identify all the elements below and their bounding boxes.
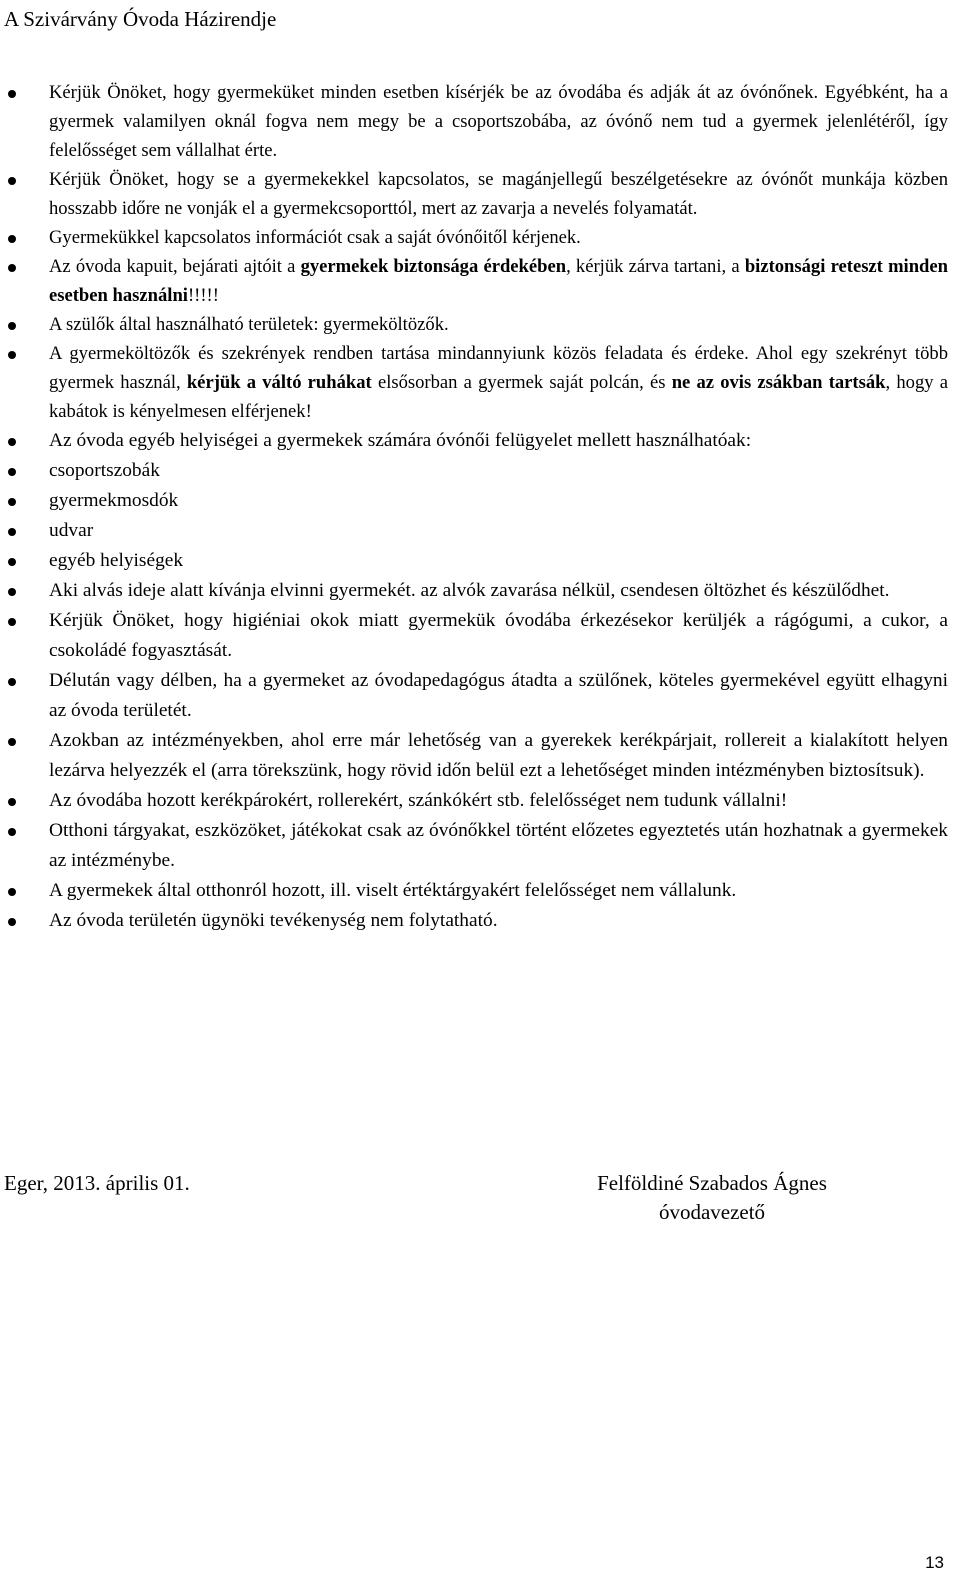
rule-text: Az óvodába hozott kerékpárokért, rollerekért, szánkókért stb. felelősséget nem tudunk vállalni! (49, 790, 788, 811)
rule-text: Azokban az intézményekben, ahol erre már lehetőség van a gyerekek kerékpárjait, rollereit a kialakított helyen lezárva helyezzék el (arra törekszünk, hogy rövid időn belül ezt a lehetőséget minden intézményben biztosítsuk). (49, 730, 948, 781)
bullet-icon (8, 90, 16, 98)
rule-text: A szülők által használható területek: gyermeköltözők. (49, 314, 449, 335)
bullet-icon (8, 798, 16, 806)
rule-text: , kérjük zárva tartani, a (566, 256, 745, 277)
rule-item (0, 816, 960, 876)
bullet-icon (8, 918, 16, 926)
rule-item (0, 78, 960, 165)
bullet-icon (8, 528, 16, 536)
bullet-icon (8, 588, 16, 596)
rule-text-bold: biztonsági reteszt minden esetben használni (49, 256, 948, 306)
rule-item (0, 546, 960, 576)
bullet-icon (8, 235, 16, 243)
rule-item (0, 310, 960, 339)
rule-item (0, 339, 960, 426)
rule-text: Az óvoda kapuit, bejárati ajtóit a (49, 256, 301, 277)
rule-text: udvar (49, 520, 94, 541)
bullet-icon (8, 264, 16, 272)
rule-text: elsősorban a gyermek saját polcán, és (371, 372, 672, 393)
bullet-icon (8, 468, 16, 476)
rule-text: Aki alvás ideje alatt kívánja elvinni gyermekét. az alvók zavarása nélkül, csendesen öltözhet és készülődhet. (49, 580, 890, 601)
rule-text: A gyermeköltözők és szekrények rendben tartása mindannyiunk közös feladata és érdeke. Ahol egy szekrényt több gyermek használ, (49, 343, 948, 393)
bullet-icon (8, 322, 16, 330)
rule-text-bold: ne az ovis zsákban tartsák (671, 372, 886, 393)
rule-text: , hogy a kabátok is kényelmesen elférjenek! (49, 372, 948, 422)
rule-item (0, 786, 960, 816)
rule-item (0, 726, 960, 786)
bullet-icon (8, 558, 16, 566)
bullet-icon (8, 351, 16, 359)
bullet-icon (8, 498, 16, 506)
rule-text: Kérjük Önöket, hogy higiéniai okok miatt gyermekük óvodába érkezésekor kerüljék a rágógumi, a cukor, a csokoládé fogyasztását. (49, 610, 948, 661)
rule-text: Otthoni tárgyakat, eszközöket, játékokat csak az óvónőkkel történt előzetes egyeztetés után hozhatnak a gyermekek az intézménybe. (49, 820, 948, 871)
rule-text: Az óvoda területén ügynöki tevékenység nem folytatható. (49, 910, 498, 931)
bullet-icon (8, 438, 16, 446)
signer-name: Felföldiné Szabados Ágnes (597, 1171, 827, 1195)
rule-text-bold: kérjük a váltó ruhákat (186, 372, 372, 393)
bullet-icon (8, 738, 16, 746)
rule-item (0, 165, 960, 223)
page-number: 13 (925, 1553, 944, 1572)
page-header-title: A Szivárvány Óvoda Házirendje (4, 7, 277, 31)
rule-text: A gyermekek által otthonról hozott, ill. viselt értéktárgyakért felelősséget nem vállalunk. (49, 880, 737, 901)
rule-text: Kérjük Önöket, hogy gyermeküket minden esetben kísérjék be az óvodába és adják át az óvónőnek. Egyébként, ha a gyermek valamilyen oknál fogva nem megy be a csoportszobába, az óvónő nem tud a gyermek jelenlétéről, így felelősséget sem vállalhat érte. (49, 82, 948, 161)
rule-text: gyermekmosdók (49, 490, 179, 511)
rule-item (0, 252, 960, 310)
rule-text-bold: gyermekek biztonsága érdekében (300, 256, 567, 277)
rule-item (0, 606, 960, 666)
rules-list (0, 78, 960, 936)
rule-item (0, 426, 960, 456)
rule-text: !!!!! (187, 285, 219, 306)
rule-item (0, 576, 960, 606)
place-and-date: Eger, 2013. április 01. (4, 1171, 190, 1195)
rule-text: Az óvoda egyéb helyiségei a gyermekek számára óvónői felügyelet mellett használhatóak: (49, 430, 752, 451)
signer (576, 1169, 848, 1227)
rule-item (0, 666, 960, 726)
signer-title: óvodavezető (658, 1200, 766, 1224)
bullet-icon (8, 888, 16, 896)
rule-item (0, 223, 960, 252)
bullet-icon (8, 618, 16, 626)
bullet-icon (8, 678, 16, 686)
rule-item (0, 906, 960, 936)
rule-item (0, 876, 960, 906)
bullet-icon (8, 828, 16, 836)
rule-text: Kérjük Önöket, hogy se a gyermekekkel kapcsolatos, se magánjellegű beszélgetésekre az óvónőt munkája közben hosszabb időre ne vonják el a gyermekcsoporttól, mert az zavarja a nevelés folyamatát. (49, 169, 948, 219)
bullet-icon (8, 177, 16, 185)
rule-item (0, 486, 960, 516)
rule-item (0, 516, 960, 546)
rule-text: egyéb helyiségek (49, 550, 184, 571)
rule-text: csoportszobák (49, 460, 160, 481)
rule-text: Gyermekükkel kapcsolatos információt csak a saját óvónőitől kérjenek. (49, 227, 581, 248)
rule-text: Délután vagy délben, ha a gyermeket az óvodapedagógus átadta a szülőnek, köteles gyermekével együtt elhagyni az óvoda területét. (49, 670, 948, 721)
rule-item (0, 456, 960, 486)
